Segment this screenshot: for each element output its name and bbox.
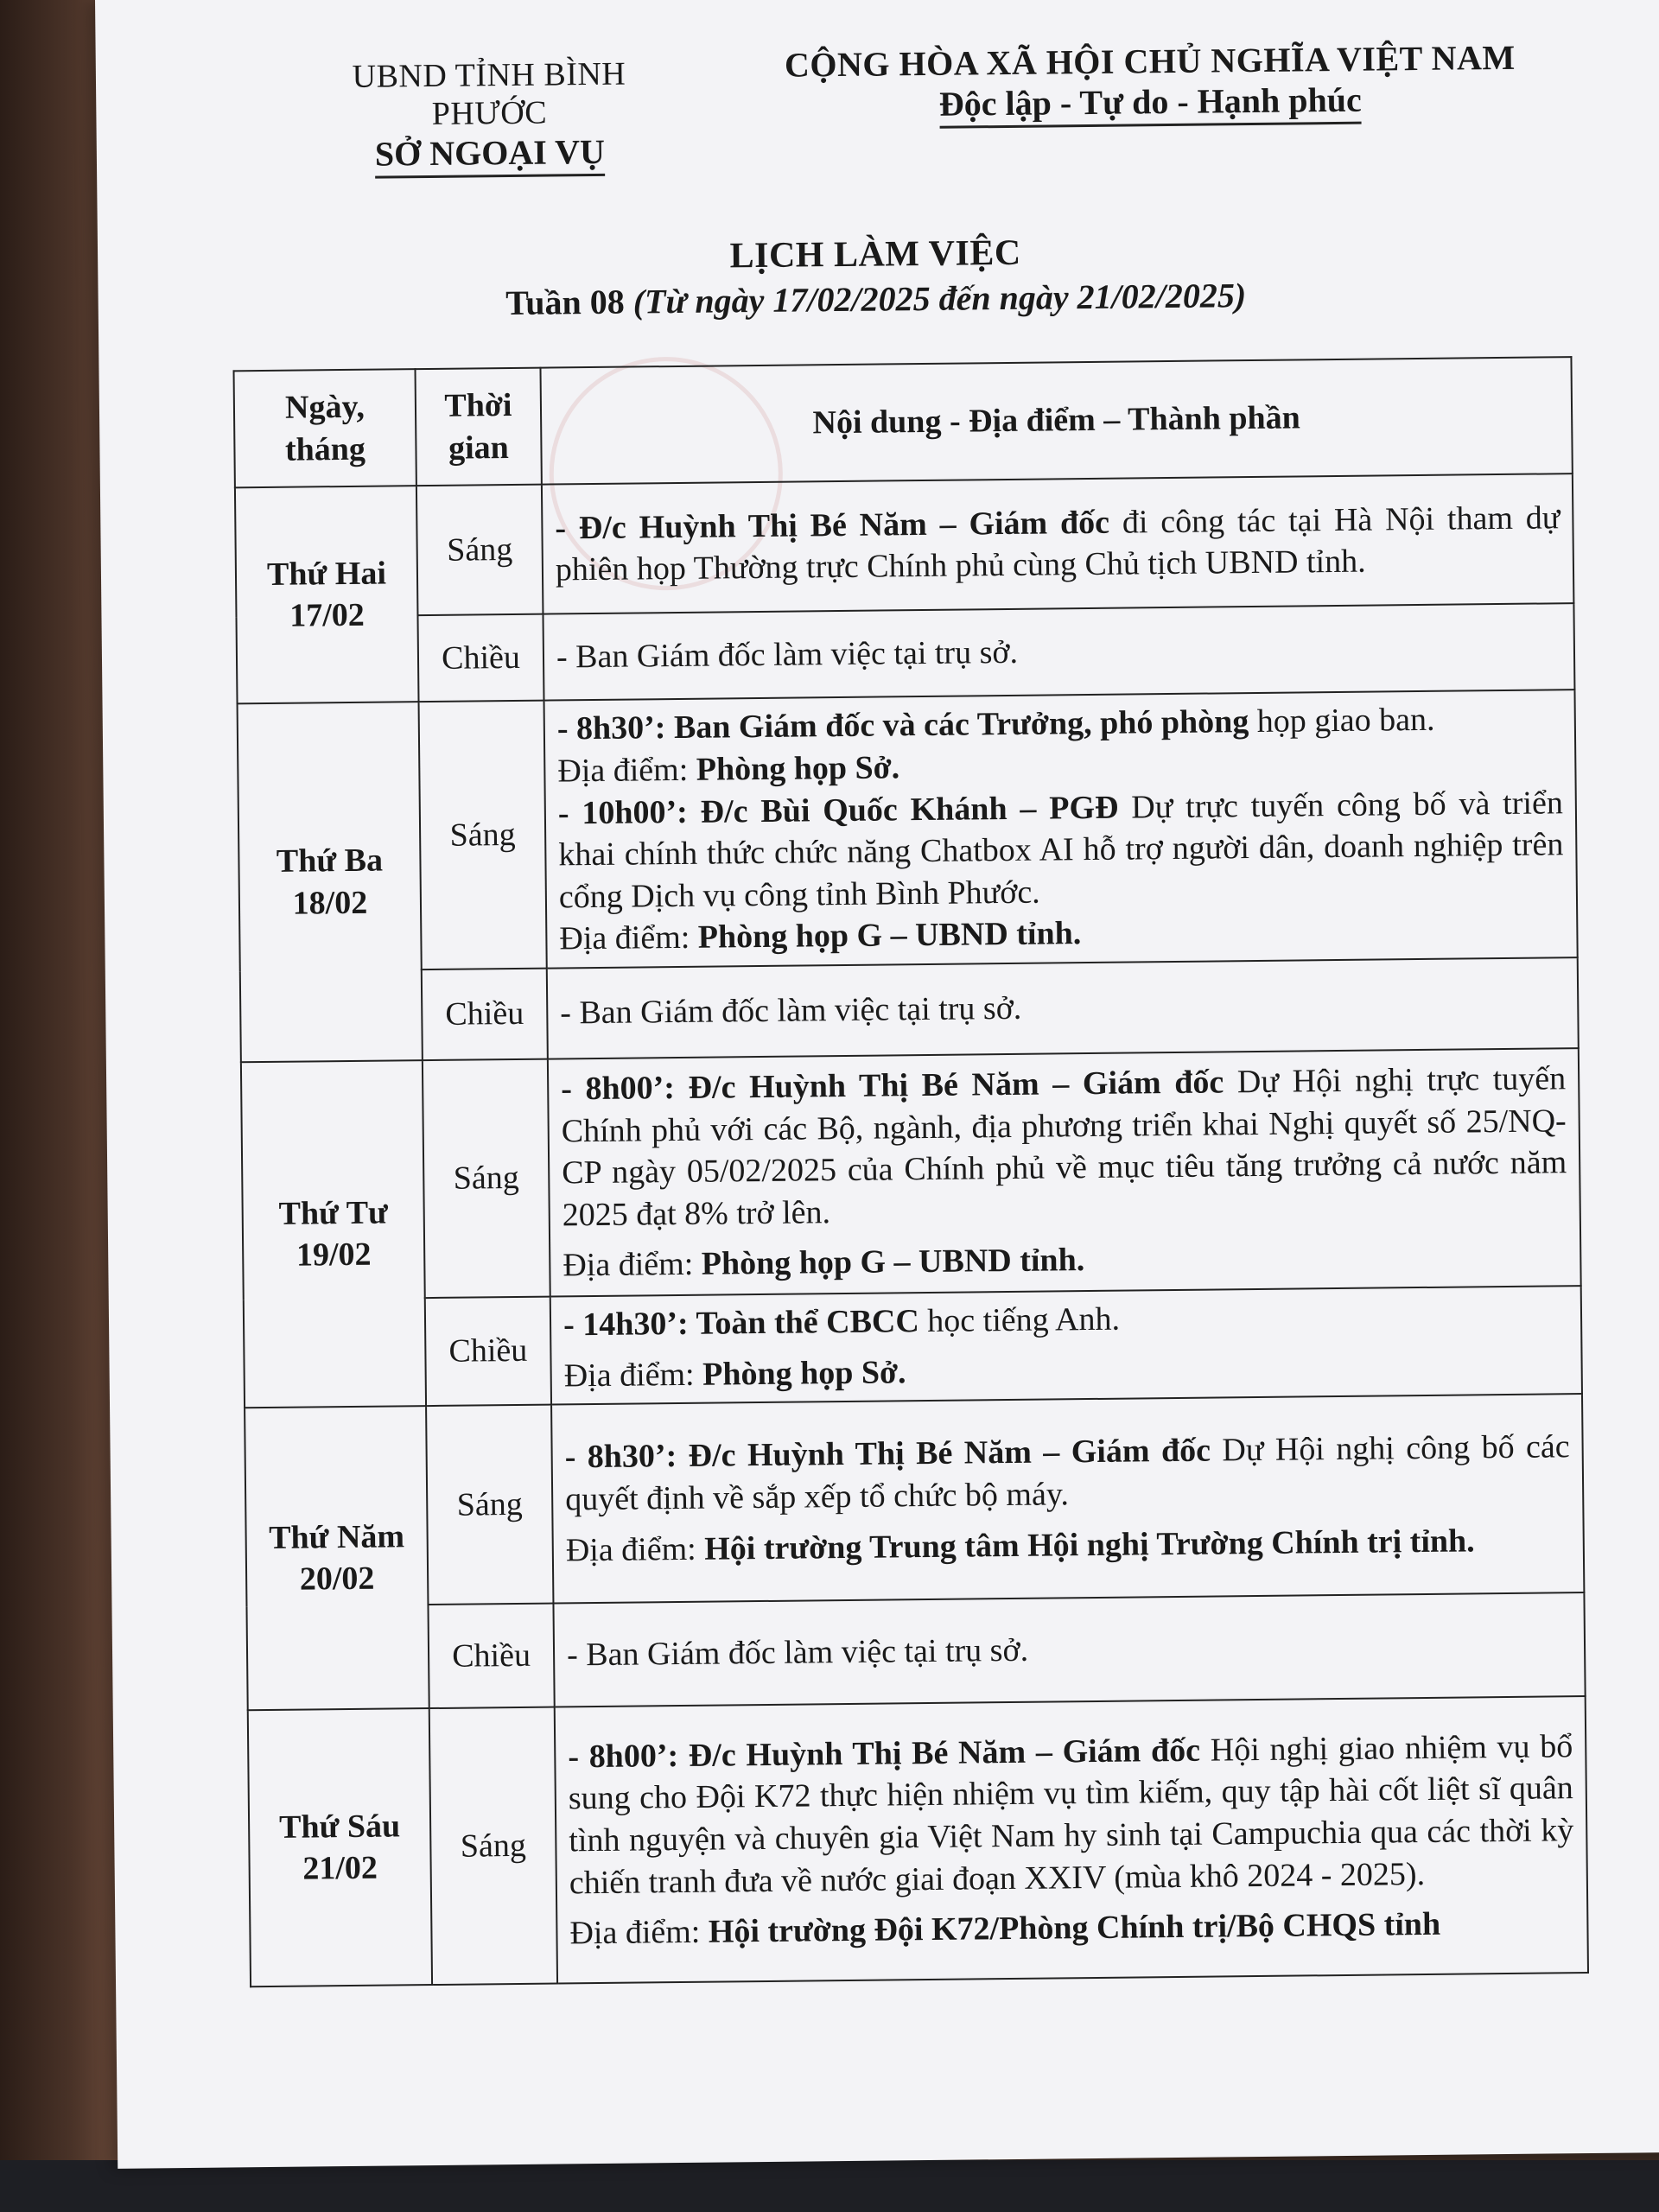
content-cell bbox=[555, 1696, 1588, 1983]
day-date: 20/02 bbox=[299, 1560, 375, 1598]
activity-text bbox=[561, 1058, 1567, 1236]
activity-description: học tiếng Anh. bbox=[918, 1300, 1121, 1340]
content-cell bbox=[543, 603, 1574, 700]
location-line bbox=[563, 1344, 1568, 1397]
activity-lead: - 8h30’: Đ/c Huỳnh Thị Bé Năm – Giám đốc bbox=[564, 1432, 1211, 1476]
location-label: Địa điểm: bbox=[563, 1356, 695, 1395]
activity-description: - Ban Giám đốc làm việc tại trụ sở. bbox=[556, 633, 1019, 676]
location-line bbox=[566, 1519, 1571, 1572]
location-value: Phòng họp Sở. bbox=[696, 749, 900, 788]
session-cell: Chiều bbox=[428, 1604, 554, 1709]
activity-description: Dự Hội nghị công bố các quyết định về sắp xếp tổ chức bộ máy. bbox=[564, 1428, 1570, 1518]
title-block bbox=[98, 226, 1654, 327]
week-number: Tuần 08 bbox=[505, 282, 625, 323]
session-cell: Sáng bbox=[423, 1059, 550, 1299]
header-content: Nội dung - Địa điểm – Thành phần bbox=[540, 357, 1572, 485]
activity-description: - Ban Giám đốc làm việc tại trụ sở. bbox=[560, 990, 1022, 1032]
agency-parent: UBND TỈNH BÌNH PHƯỚC bbox=[352, 55, 626, 132]
nation-name: CỘNG HÒA XÃ HỘI CHỦ NGHĨA VIỆT NAM bbox=[784, 37, 1516, 85]
day-cell bbox=[238, 702, 423, 1062]
table-row bbox=[244, 1286, 1582, 1408]
schedule-table bbox=[232, 356, 1589, 1987]
activity-text bbox=[564, 1427, 1570, 1521]
content-cell bbox=[553, 1592, 1585, 1707]
activity-text bbox=[555, 497, 1560, 591]
activity-lead: - Đ/c Huỳnh Thị Bé Năm – Giám đốc bbox=[555, 504, 1110, 547]
location-label: Địa điểm: bbox=[559, 919, 690, 957]
date-range: (Từ ngày 17/02/2025 đến ngày 21/02/2025) bbox=[632, 276, 1247, 321]
issuing-agency bbox=[308, 54, 671, 179]
session-cell: Chiều bbox=[417, 614, 543, 702]
table-row bbox=[240, 957, 1579, 1062]
location-line bbox=[569, 1902, 1574, 1955]
day-date: 18/02 bbox=[292, 884, 368, 922]
day-name: Thứ Hai bbox=[266, 555, 387, 593]
location-value: Hội trường Trung tâm Hội nghị Trường Chính trị tỉnh. bbox=[703, 1522, 1475, 1567]
day-date: 21/02 bbox=[302, 1849, 378, 1887]
session-cell: Sáng bbox=[429, 1707, 557, 1986]
activity-lead: - 10h00’: Đ/c Bùi Quốc Khánh – PGĐ bbox=[557, 789, 1119, 831]
location-label: Địa điểm: bbox=[563, 1246, 694, 1284]
agency-name: SỞ NGOẠI VỤ bbox=[375, 131, 606, 179]
document-page bbox=[95, 0, 1659, 2169]
session-cell: Sáng bbox=[416, 485, 543, 616]
national-motto: Độc lập - Tự do - Hạnh phúc bbox=[939, 79, 1362, 129]
content-cell bbox=[548, 1048, 1581, 1296]
table-row bbox=[245, 1394, 1584, 1606]
activity-text bbox=[563, 1294, 1568, 1346]
day-cell bbox=[248, 1708, 432, 1986]
activity-text bbox=[560, 982, 1565, 1034]
location-value: Hội trường Đội K72/Phòng Chính trị/Bộ CHQS tỉnh bbox=[708, 1906, 1441, 1950]
table-row bbox=[241, 1048, 1581, 1300]
day-cell bbox=[245, 1406, 429, 1710]
page-title: LỊCH LÀM VIỆC bbox=[729, 232, 1021, 276]
activity-description: đi công tác tại Hà Nội tham dự phiên họp Thường trực Chính phủ cùng Chủ tịch UBND tỉnh. bbox=[555, 499, 1560, 588]
activity-description: Hội nghị giao nhiệm vụ bổ sung cho Đội K72 thực hiện nhiệm vụ tìm kiếm, quy tập hài cốt liệt sĩ quân tình nguyện và chuyên gia Việt Nam hy sinh tại Campuchia qua các thời kỳ chiến tranh đưa về nước giai đoạn XXIV (mùa khô 2024 - 2025). bbox=[568, 1727, 1574, 1901]
activity-description: Dự Hội nghị trực tuyến Chính phủ với các Bộ, ngành, địa phương triển khai Nghị quyết số 25/NQ-CP ngày 05/02/2025 của Chính phủ về mục tiêu tăng trưởng cả nước năm 2025 đạt 8% trở lên. bbox=[561, 1060, 1567, 1234]
table-row bbox=[248, 1696, 1588, 1986]
header-day: Ngày, tháng bbox=[234, 369, 416, 487]
header-time: Thời gian bbox=[415, 368, 541, 486]
activity-lead: - 8h30’: Ban Giám đốc và các Trưởng, phó phòng bbox=[556, 703, 1249, 747]
activity-text bbox=[558, 782, 1564, 918]
session-cell: Sáng bbox=[419, 701, 547, 969]
table-row bbox=[236, 603, 1574, 703]
activity-description: họp giao ban. bbox=[1249, 702, 1435, 741]
day-cell bbox=[241, 1060, 426, 1408]
schedule-body bbox=[235, 474, 1588, 1986]
location-label: Địa điểm: bbox=[557, 751, 689, 790]
content-cell bbox=[551, 1394, 1584, 1603]
table-row bbox=[235, 474, 1573, 617]
session-cell: Chiều bbox=[422, 969, 548, 1061]
day-name: Thứ Sáu bbox=[278, 1808, 401, 1846]
table-row bbox=[246, 1592, 1585, 1710]
activity-lead: - 14h30’: Toàn thể CBCC bbox=[563, 1303, 920, 1344]
activity-description: - Ban Giám đốc làm việc tại trụ sở. bbox=[566, 1631, 1029, 1674]
location-line bbox=[563, 1235, 1567, 1287]
table-row bbox=[238, 690, 1578, 971]
content-cell bbox=[544, 690, 1578, 968]
location-label: Địa điểm: bbox=[569, 1913, 701, 1952]
activity-text bbox=[567, 1624, 1572, 1676]
day-date: 17/02 bbox=[289, 597, 365, 634]
content-cell bbox=[542, 474, 1574, 613]
table-header-row bbox=[234, 357, 1573, 487]
activity-lead: - 8h00’: Đ/c Huỳnh Thị Bé Năm – Giám đốc bbox=[568, 1732, 1201, 1776]
activity-description: Dự trực tuyến công bố và triển khai chính thức chức năng Chatbox AI hỗ trợ người dân, doanh nghiệp trên cổng Dịch vụ công tỉnh Bình Phước. bbox=[558, 784, 1564, 916]
activity-text bbox=[556, 626, 1561, 678]
national-heading bbox=[761, 37, 1540, 130]
activity-text bbox=[568, 1726, 1574, 1904]
session-cell: Chiều bbox=[425, 1297, 551, 1407]
content-cell bbox=[547, 957, 1579, 1058]
activity-lead: - 8h00’: Đ/c Huỳnh Thị Bé Năm – Giám đốc bbox=[561, 1064, 1224, 1108]
day-name: Thứ Ba bbox=[276, 842, 384, 880]
document-header bbox=[96, 35, 1659, 174]
location-value: Phòng họp G – UBND tỉnh. bbox=[701, 1242, 1085, 1283]
day-date: 19/02 bbox=[296, 1236, 372, 1274]
location-value: Phòng họp Sở. bbox=[702, 1353, 906, 1393]
day-name: Thứ Tư bbox=[278, 1194, 389, 1232]
day-cell bbox=[235, 486, 419, 703]
floor-background bbox=[0, 2160, 1659, 2212]
location-label: Địa điểm: bbox=[565, 1530, 696, 1568]
location-value: Phòng họp G – UBND tỉnh. bbox=[697, 915, 1082, 957]
session-cell: Sáng bbox=[426, 1405, 553, 1605]
content-cell bbox=[550, 1286, 1582, 1405]
day-name: Thứ Năm bbox=[268, 1517, 405, 1556]
